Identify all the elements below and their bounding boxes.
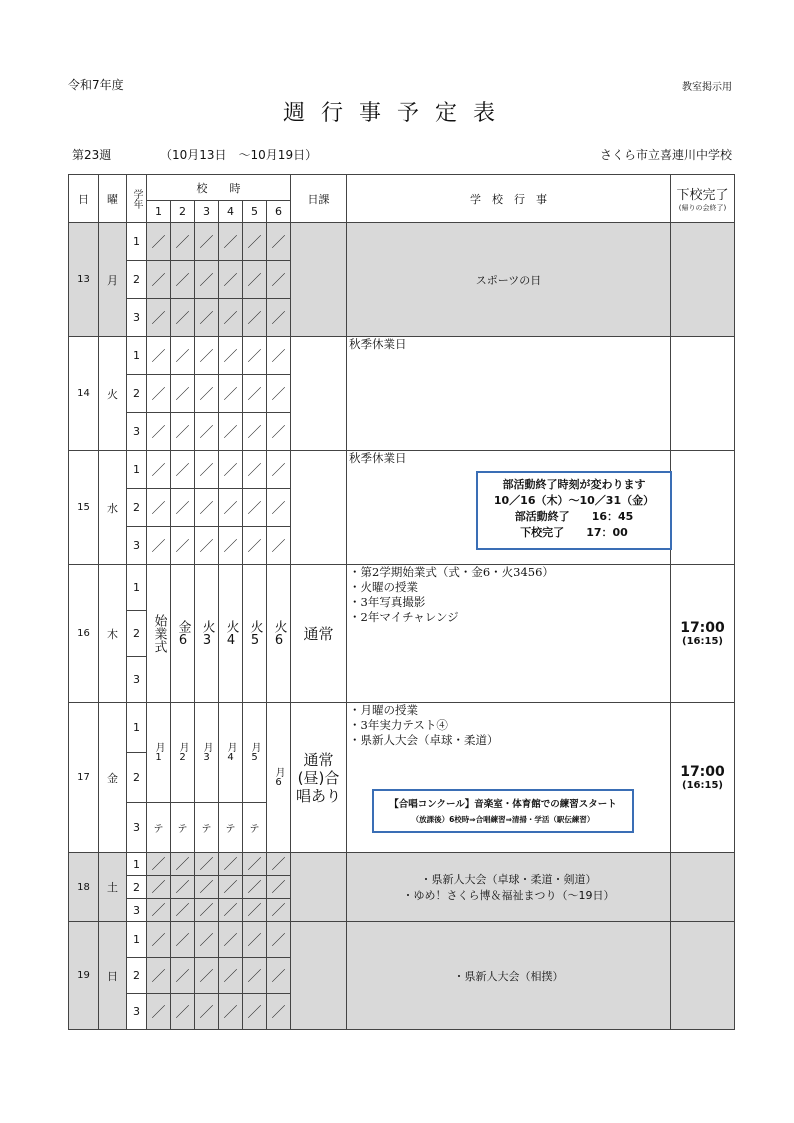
period-1: 1 (147, 201, 171, 223)
period-slash: ／ (267, 223, 291, 261)
schedule-row (69, 922, 735, 958)
grade-cell: 3 (127, 899, 147, 922)
period-cell: 火5 (243, 565, 267, 703)
period-slash: ／ (171, 375, 195, 413)
event-line: ・3年写真撮影 (349, 595, 426, 609)
period-slash: ／ (147, 958, 171, 994)
nikka-cell (291, 853, 347, 922)
period-slash: ／ (171, 413, 195, 451)
period-slash: ／ (243, 958, 267, 994)
period-slash: ／ (243, 876, 267, 899)
period-slash: ／ (219, 223, 243, 261)
fiscal-year: 令和7年度 (68, 78, 124, 92)
period-slash: ／ (195, 223, 219, 261)
event-line: 秋季休業日 (349, 451, 407, 465)
col-events: 学 校 行 事 (347, 175, 671, 223)
period-slash: ／ (147, 261, 171, 299)
schedule-row (69, 223, 735, 261)
period-cell: 金6 (171, 565, 195, 703)
dismissal-cell (671, 922, 735, 1030)
period-slash: ／ (267, 994, 291, 1030)
posting-note: 教室掲示用 (682, 82, 732, 93)
period-cell: 火6 (267, 565, 291, 703)
school-name: さくら市立喜連川中学校 (599, 148, 732, 162)
events-cell (347, 223, 671, 337)
grade-cell: 1 (127, 922, 147, 958)
events-cell (347, 337, 671, 451)
schedule-row (69, 337, 735, 375)
dismissal-cell (671, 223, 735, 337)
period-slash: ／ (267, 299, 291, 337)
events-cell (347, 565, 671, 703)
period-slash: ／ (195, 527, 219, 565)
period-4: 4 (219, 201, 243, 223)
period-slash: ／ (219, 299, 243, 337)
period-slash: ／ (219, 261, 243, 299)
te-cell: テ (243, 803, 267, 853)
period-5: 5 (243, 201, 267, 223)
period-slash: ／ (171, 922, 195, 958)
grade-cell: 3 (127, 299, 147, 337)
grade-cell: 3 (127, 413, 147, 451)
period-slash: ／ (243, 299, 267, 337)
page-title: 週行事予定表 (282, 101, 511, 126)
period-slash: ／ (171, 451, 195, 489)
period-slash: ／ (195, 899, 219, 922)
event-line: ・第2学期始業式（式・金6・火3456） (349, 565, 554, 579)
nikka-cell: 通常(昼)合唱あり (291, 703, 347, 853)
period-slash: ／ (219, 876, 243, 899)
period-cell: 火3 (195, 565, 219, 703)
nikka-cell (291, 451, 347, 565)
schedule-row (69, 703, 735, 753)
period-slash: ／ (267, 489, 291, 527)
club-time-notice: 部活動終了時刻が変わります 10／16（木）～10／31（金） 部活動終了 16：45 下校完了 17：00 (476, 471, 672, 550)
period-slash: ／ (147, 853, 171, 876)
period-slash: ／ (147, 451, 171, 489)
period-slash: ／ (147, 413, 171, 451)
period-slash: ／ (147, 375, 171, 413)
period-cell: 月1 (147, 703, 171, 803)
period-slash: ／ (195, 337, 219, 375)
grade-cell: 1 (127, 337, 147, 375)
period-slash: ／ (219, 899, 243, 922)
grade-cell: 2 (127, 489, 147, 527)
period-slash: ／ (195, 489, 219, 527)
dismissal-cell: 17:00 (16:15) (671, 703, 735, 853)
week-number: 第23週 (72, 148, 112, 162)
grade-cell: 1 (127, 565, 147, 611)
day-weekday: 金 (99, 703, 127, 853)
period-slash: ／ (243, 337, 267, 375)
grade-cell: 2 (127, 876, 147, 899)
period-cell: 始業式 (147, 565, 171, 703)
day-date: 14 (69, 337, 99, 451)
period-slash: ／ (267, 899, 291, 922)
grade-cell: 1 (127, 703, 147, 753)
day-date: 18 (69, 853, 99, 922)
period-slash: ／ (171, 299, 195, 337)
event-line: 秋季休業日 (349, 337, 407, 351)
period-slash: ／ (267, 413, 291, 451)
day-weekday: 火 (99, 337, 127, 451)
period-slash: ／ (171, 876, 195, 899)
period-slash: ／ (267, 261, 291, 299)
period-slash: ／ (219, 337, 243, 375)
event-line: ・火曜の授業 (349, 580, 418, 594)
day-date: 13 (69, 223, 99, 337)
event-line: ・2年マイチャレンジ (349, 610, 459, 624)
grade-cell: 2 (127, 261, 147, 299)
period-slash: ／ (243, 922, 267, 958)
event-line: ・ゆめ！さくら博＆福祉まつり（～19日） (402, 889, 615, 902)
period-6: 6 (267, 201, 291, 223)
event-line: ・県新人大会（相撲） (453, 969, 564, 983)
period-slash: ／ (267, 922, 291, 958)
te-cell: テ (171, 803, 195, 853)
period-slash: ／ (147, 223, 171, 261)
period-slash: ／ (195, 299, 219, 337)
col-weekday: 曜 (99, 175, 127, 223)
period-slash: ／ (243, 853, 267, 876)
col-dismissal: 下校完了 (帰りの会終了) (671, 175, 735, 223)
grade-cell: 3 (127, 657, 147, 703)
period-slash: ／ (171, 261, 195, 299)
period-slash: ／ (147, 899, 171, 922)
period-slash: ／ (243, 527, 267, 565)
day-weekday: 日 (99, 922, 127, 1030)
col-nikka: 日課 (291, 175, 347, 223)
period-slash: ／ (219, 413, 243, 451)
day-date: 19 (69, 922, 99, 1030)
period-slash: ／ (171, 527, 195, 565)
period-2: 2 (171, 201, 195, 223)
period-slash: ／ (147, 489, 171, 527)
period-slash: ／ (195, 375, 219, 413)
grade-cell: 1 (127, 853, 147, 876)
period-slash: ／ (243, 994, 267, 1030)
period-slash: ／ (171, 994, 195, 1030)
period-slash: ／ (243, 489, 267, 527)
date-range: （10月13日 ～10月19日） (160, 148, 318, 162)
period-slash: ／ (147, 876, 171, 899)
period-slash: ／ (219, 853, 243, 876)
period-slash: ／ (243, 451, 267, 489)
day-weekday: 土 (99, 853, 127, 922)
event-line: スポーツの日 (475, 273, 542, 287)
day-date: 16 (69, 565, 99, 703)
period-slash: ／ (219, 958, 243, 994)
events-cell (347, 922, 671, 1030)
grade-cell: 3 (127, 527, 147, 565)
period-slash: ／ (219, 527, 243, 565)
period-slash: ／ (195, 853, 219, 876)
event-line: ・県新人大会（卓球・柔道・剣道） (420, 873, 597, 886)
period-slash: ／ (147, 994, 171, 1030)
period-slash: ／ (171, 489, 195, 527)
grade-cell: 1 (127, 223, 147, 261)
nikka-cell (291, 922, 347, 1030)
chorus-notice: 【合唱コンクール】音楽室・体育館での練習スタート （放課後）6校時⇒合唱練習⇒清掃・学活（駅伝練習） (372, 789, 634, 833)
events-cell (347, 853, 671, 922)
period-cell: 月2 (171, 703, 195, 803)
period-cell: 月4 (219, 703, 243, 803)
period-slash: ／ (267, 451, 291, 489)
period-slash: ／ (267, 958, 291, 994)
period-slash: ／ (243, 375, 267, 413)
period-cell: 月6 (267, 703, 291, 853)
grade-cell: 2 (127, 753, 147, 803)
period-slash: ／ (171, 223, 195, 261)
period-slash: ／ (195, 922, 219, 958)
day-date: 15 (69, 451, 99, 565)
day-weekday: 水 (99, 451, 127, 565)
dismissal-cell (671, 853, 735, 922)
period-slash: ／ (219, 994, 243, 1030)
period-slash: ／ (267, 876, 291, 899)
nikka-cell: 通常 (291, 565, 347, 703)
period-slash: ／ (243, 261, 267, 299)
period-slash: ／ (267, 375, 291, 413)
grade-cell: 3 (127, 803, 147, 853)
period-slash: ／ (147, 337, 171, 375)
period-slash: ／ (195, 413, 219, 451)
period-slash: ／ (219, 489, 243, 527)
day-weekday: 木 (99, 565, 127, 703)
period-cell: 月3 (195, 703, 219, 803)
period-slash: ／ (243, 899, 267, 922)
event-line: ・県新人大会（卓球・柔道） (349, 733, 499, 747)
period-cell: 月5 (243, 703, 267, 803)
grade-cell: 2 (127, 611, 147, 657)
grade-cell: 3 (127, 994, 147, 1030)
period-3: 3 (195, 201, 219, 223)
te-cell: テ (147, 803, 171, 853)
dismissal-cell: 17:00 (16:15) (671, 565, 735, 703)
period-slash: ／ (195, 958, 219, 994)
period-slash: ／ (171, 899, 195, 922)
period-slash: ／ (195, 994, 219, 1030)
period-slash: ／ (171, 337, 195, 375)
period-slash: ／ (195, 451, 219, 489)
grade-cell: 2 (127, 958, 147, 994)
day-date: 17 (69, 703, 99, 853)
te-cell: テ (219, 803, 243, 853)
period-slash: ／ (171, 853, 195, 876)
day-weekday: 月 (99, 223, 127, 337)
period-slash: ／ (267, 337, 291, 375)
event-line: ・月曜の授業 (349, 703, 418, 717)
period-slash: ／ (219, 451, 243, 489)
period-slash: ／ (147, 527, 171, 565)
te-cell: テ (195, 803, 219, 853)
col-periods: 校 時 (147, 175, 291, 201)
event-line: ・3年実力テスト④ (349, 718, 448, 732)
col-grade: 学年 (127, 175, 147, 223)
schedule-row (69, 853, 735, 876)
period-slash: ／ (195, 261, 219, 299)
nikka-cell (291, 337, 347, 451)
grade-cell: 1 (127, 451, 147, 489)
period-slash: ／ (267, 853, 291, 876)
period-slash: ／ (267, 527, 291, 565)
grade-cell: 2 (127, 375, 147, 413)
dismissal-cell (671, 451, 735, 565)
period-slash: ／ (219, 922, 243, 958)
schedule-row (69, 565, 735, 611)
period-slash: ／ (195, 876, 219, 899)
period-slash: ／ (219, 375, 243, 413)
period-slash: ／ (147, 922, 171, 958)
dismissal-cell (671, 337, 735, 451)
period-slash: ／ (243, 413, 267, 451)
schedule-table (68, 174, 735, 1030)
period-cell: 火4 (219, 565, 243, 703)
period-slash: ／ (147, 299, 171, 337)
nikka-cell (291, 223, 347, 337)
col-day: 日 (69, 175, 99, 223)
period-slash: ／ (243, 223, 267, 261)
period-slash: ／ (171, 958, 195, 994)
